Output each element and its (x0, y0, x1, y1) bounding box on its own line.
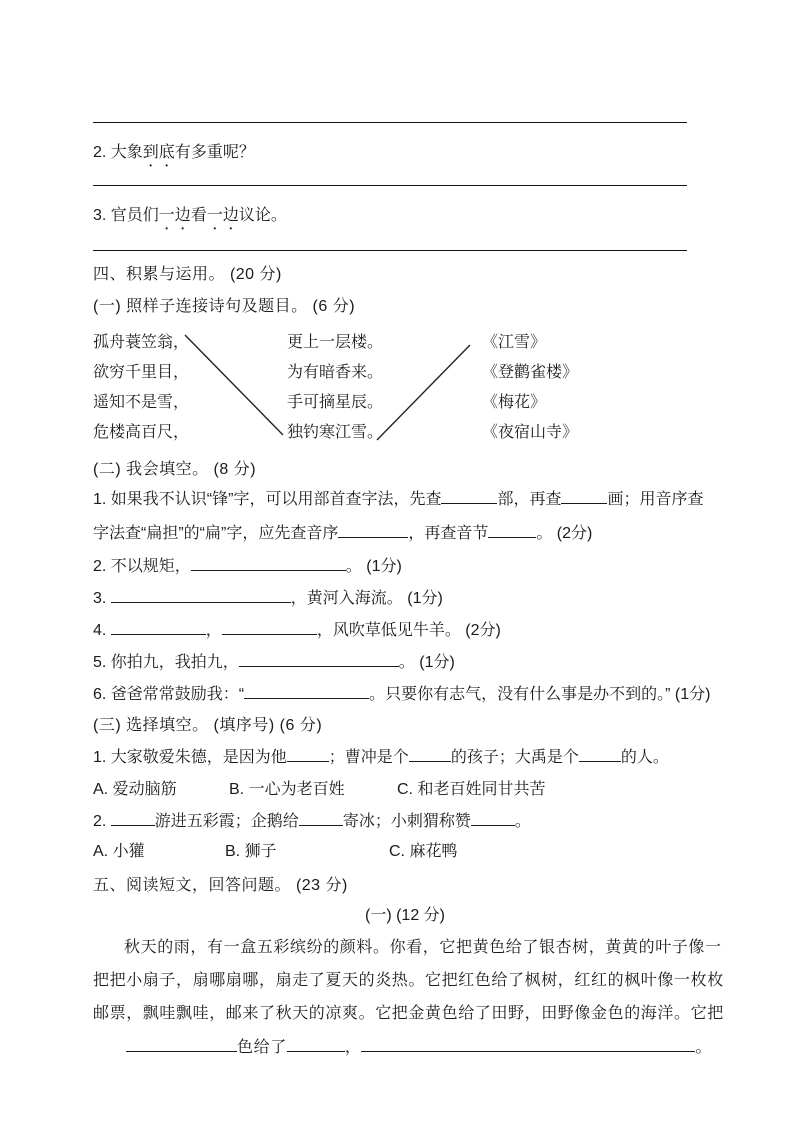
poem-second-half: 手可摘星辰。 (287, 394, 384, 411)
answer-blank (441, 488, 497, 504)
answer-blank (471, 810, 515, 826)
example-connection-lines (93, 328, 717, 450)
section-4-part-1-title: (一) 照样子连接诗句及题目。 (6 分) (93, 298, 356, 315)
poem-title: 《登鹳雀楼》 (482, 364, 579, 381)
poem-title: 《梅花》 (482, 394, 547, 411)
question-2: 2. 大象到底有多重呢？ (93, 144, 255, 161)
poem-title: 《夜宿山寺》 (482, 424, 579, 441)
choice-question-1-options (93, 779, 717, 801)
section-4-part-2-title: (二) 我会填空。 (8 分) (93, 461, 257, 478)
poem-first-half: 欲穷千里目， (93, 364, 190, 381)
poem-second-half: 为有暗香来。 (287, 364, 384, 381)
section-4-title: 四、积累与运用。 (20 分) (93, 266, 282, 283)
section-5-title: 五、阅读短文，回答问题。 (23 分) (93, 877, 348, 894)
answer-blank (244, 683, 369, 699)
passage-line-4-blanks: 色给了 ， 。 (126, 1036, 717, 1059)
poem-first-half: 遥知不是雪， (93, 394, 190, 411)
question-3: 3. 官员们一边看一边议论。 (93, 207, 287, 224)
fill-item-1-line-2: 字法查“扁担”的“扁”字，应先查音序 ，再查音节 。 (2分) (93, 522, 717, 545)
fill-item-2: 2. 不以规矩， 。 (1分) (93, 555, 717, 578)
answer-blank (361, 1036, 695, 1052)
poem-second-half: 独钓寒江雪。 (287, 424, 384, 441)
answer-blank (111, 619, 206, 635)
fill-item-3: 3. ，黄河入海流。 (1分) (93, 587, 717, 610)
poem-first-half: 危楼高百尺， (93, 424, 190, 441)
poem-matching-exercise (93, 328, 717, 450)
answer-blank (579, 746, 621, 762)
answer-blank (239, 651, 399, 667)
answer-blank (287, 1036, 345, 1052)
choice-question-2: 2. 游进五彩霞；企鹅给 寄冰；小刺猬称赞 。 (93, 810, 717, 833)
choice-question-2-options (93, 841, 717, 863)
option-a: A. 小獾 (93, 843, 145, 860)
answer-blank (338, 522, 408, 538)
option-c: C. 麻花鸭 (389, 843, 458, 860)
answer-blank (222, 619, 317, 635)
answer-blank (409, 746, 451, 762)
option-c: C. 和老百姓同甘共苦 (397, 781, 546, 798)
poem-second-half: 更上一层楼。 (287, 334, 384, 351)
answer-blank (126, 1036, 237, 1052)
answer-blank (561, 488, 607, 504)
answer-blank (488, 522, 536, 538)
answer-blank (191, 555, 346, 571)
fill-item-4: 4. ， ，风吹草低见牛羊。 (2分) (93, 619, 717, 642)
option-a: A. 爱动脑筋 (93, 781, 177, 798)
fill-item-1-line-1: 1. 如果我不认识“锋”字，可以用部首查字法，先查 部，再查 画；用音序查 (93, 488, 717, 511)
connection-line-title (377, 345, 470, 440)
section-4-part-3-title: (三) 选择填空。 (填序号) (6 分) (93, 717, 323, 734)
emphasized-word: 一边 (206, 207, 239, 224)
answer-blank (111, 587, 291, 603)
option-b: B. 狮子 (225, 843, 277, 860)
poem-first-half: 孤舟蓑笠翁， (93, 334, 190, 351)
choice-question-1: 1. 大家敬爱朱德，是因为他 ；曹冲是个 的孩子；大禹是个 的人。 (93, 746, 717, 769)
poem-title: 《江雪》 (482, 334, 547, 351)
answer-blank (111, 810, 155, 826)
option-b: B. 一心为老百姓 (229, 781, 345, 798)
reading-part-subtitle: (一) (12 分) (364, 907, 445, 924)
fill-item-5: 5. 你拍九，我拍九， 。 (1分) (93, 651, 717, 674)
answer-blank (299, 810, 343, 826)
emphasized-word: 一边 (158, 207, 191, 224)
connection-line-verse (185, 335, 283, 435)
passage-line-2: 把把小扇子，扇哪扇哪，扇走了夏天的炎热。它把红色给了枫树，红红的枫叶像一枚枚 (93, 972, 724, 989)
passage-line-1: 秋天的雨，有一盒五彩缤纷的颜料。你看，它把黄色给了银杏树，黄黄的叶子像一 (124, 939, 722, 956)
answer-line-2 (93, 185, 687, 186)
emphasized-word: 到底 (142, 144, 175, 161)
answer-line-1 (93, 122, 687, 123)
answer-line-3 (93, 250, 687, 251)
fill-item-6: 6. 爸爸常常鼓励我：“ 。只要你有志气，没有什么事是办不到的。” (1分) (93, 683, 717, 706)
answer-blank (287, 746, 329, 762)
passage-line-3: 邮票，飘哇飘哇，邮来了秋天的凉爽。它把金黄色给了田野，田野像金色的海洋。它把 (93, 1005, 724, 1022)
